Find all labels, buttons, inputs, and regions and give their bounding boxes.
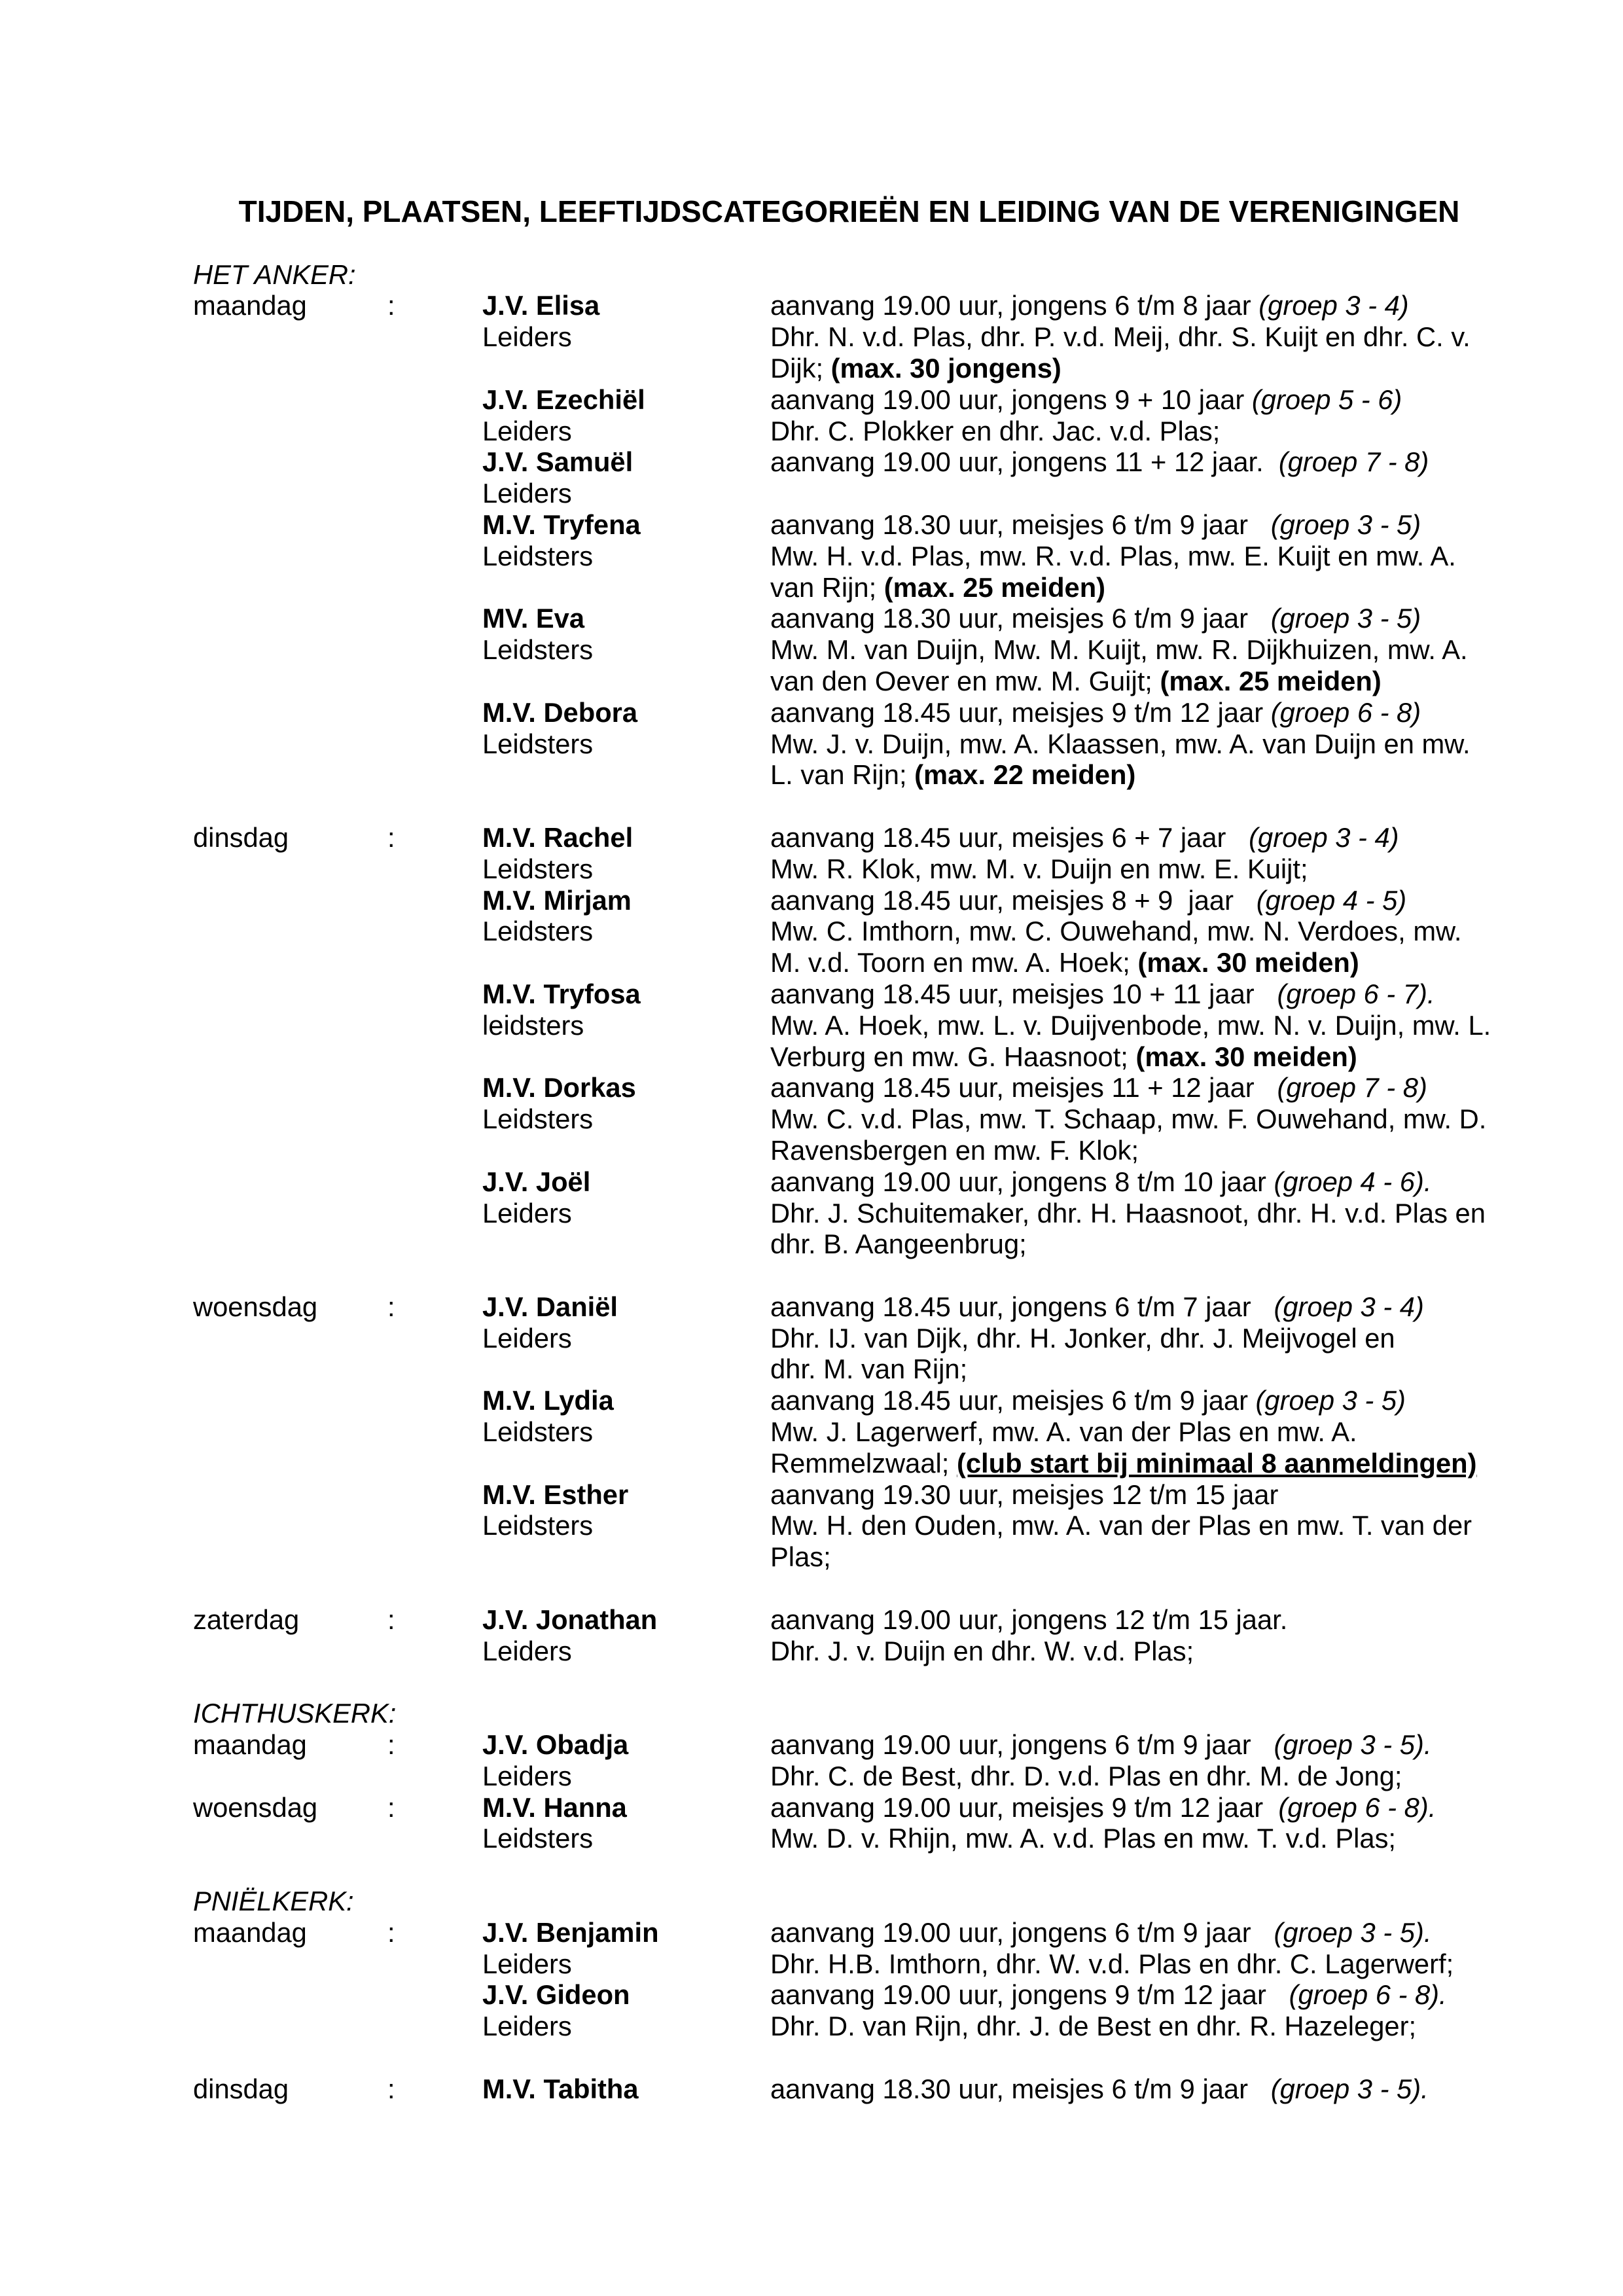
leader-row — [193, 541, 1623, 572]
leader-row — [193, 1823, 1623, 1854]
leaders-text: Dhr. H.B. Imthorn, dhr. W. v.d. Plas en dhr. C. Lagerwerf; — [770, 1948, 1454, 1979]
leader-label: Leidsters — [482, 1823, 594, 1854]
schedule-cell — [770, 1917, 1505, 1948]
leaders-cell — [770, 541, 1505, 572]
section-heading: ICHTHUSKERK: — [193, 1698, 397, 1729]
section-het-anker — [193, 259, 1623, 1667]
max-capacity: (max. 30 jongens) — [830, 352, 1061, 384]
age-group: (groep 6 - 7). — [1277, 978, 1435, 1009]
leaders-cell — [770, 1636, 1505, 1667]
leader-row — [193, 634, 1623, 666]
leaders-text: Dhr. D. van Rijn, dhr. J. de Best en dhr. R. Hazeleger; — [770, 2011, 1417, 2042]
section-heading-row — [193, 1886, 1623, 1917]
leader-label: Leiders — [482, 415, 572, 446]
schedule-text: aanvang 18.45 uur, meisjes 11 + 12 jaar — [770, 1072, 1277, 1103]
leader-label: Leiders — [482, 1760, 572, 1791]
day-label: woensdag — [193, 1291, 318, 1322]
club-name: M.V. Dorkas — [482, 1072, 636, 1103]
club-name: J.V. Elisa — [482, 290, 600, 321]
club-name: J.V. Benjamin — [482, 1916, 659, 1948]
leader-row — [193, 1636, 1623, 1667]
leaders-text: Dhr. C. de Best, dhr. D. v.d. Plas en dhr. M. de Jong; — [770, 1760, 1402, 1791]
club-name: J.V. Samuël — [482, 446, 633, 478]
day-group — [193, 1729, 1623, 1792]
age-group: (groep 7 - 8) — [1277, 1072, 1427, 1103]
leaders-text: dhr. M. van Rijn; — [770, 1354, 968, 1385]
schedule-text: aanvang 19.00 uur, jongens 6 t/m 9 jaar — [770, 1916, 1274, 1948]
section-ichthuskerk — [193, 1698, 1623, 1854]
schedule-text: aanvang 19.00 uur, jongens 9 + 10 jaar — [770, 384, 1252, 415]
schedule-cell — [770, 603, 1505, 634]
age-group: (groep 3 - 5) — [1270, 603, 1421, 634]
club-name: M.V. Esther — [482, 1479, 629, 1510]
schedule-cell — [770, 1291, 1505, 1323]
schedule-text: aanvang 18.45 uur, meisjes 8 + 9 jaar — [770, 884, 1257, 916]
leaders-cell — [770, 1010, 1505, 1041]
club-row — [193, 1291, 1623, 1323]
age-group: (groep 5 - 6) — [1251, 384, 1402, 415]
leaders-cell — [770, 1416, 1505, 1448]
max-capacity: (max. 25 meiden) — [1160, 665, 1382, 696]
section-heading-row — [193, 259, 1623, 291]
leaders-cell — [770, 1198, 1505, 1229]
leader-row — [193, 1761, 1623, 1792]
club-row — [193, 509, 1623, 541]
leader-label: Leidsters — [482, 728, 594, 759]
leaders-cell — [770, 2011, 1505, 2042]
schedule-cell — [770, 978, 1505, 1010]
club-row — [193, 822, 1623, 853]
schedule-cell — [770, 1385, 1505, 1416]
leader-row — [193, 1541, 1623, 1573]
club-row — [193, 1072, 1623, 1103]
day-label: woensdag — [193, 1791, 318, 1823]
leaders-text: Ravensbergen en mw. F. Klok; — [770, 1134, 1139, 1166]
leader-row — [193, 572, 1623, 603]
club-row — [193, 1479, 1623, 1511]
schedule-cell — [770, 1792, 1505, 1823]
leaders-text: Plas; — [770, 1541, 831, 1573]
leader-label: Leiders — [482, 1948, 572, 1979]
leaders-text: Mw. A. Hoek, mw. L. v. Duijvenbode, mw. N. v. Duijn, mw. L. — [770, 1009, 1491, 1041]
leaders-text: Dijk; — [770, 352, 824, 384]
page-title: TIJDEN, PLAATSEN, LEEFTIJDSCATEGORIEËN EN LEIDING VAN DE VERENIGINGEN — [238, 194, 1460, 228]
leaders-text: Remmelzwaal; — [770, 1447, 950, 1479]
leaders-cell — [770, 1135, 1505, 1166]
leader-label: Leiders — [482, 478, 572, 509]
age-group: (groep 3 - 5). — [1274, 1916, 1432, 1948]
club-row — [193, 1166, 1623, 1198]
schedule-cell — [770, 1729, 1505, 1761]
leader-row — [193, 1135, 1623, 1166]
leader-row — [193, 853, 1623, 885]
schedule-text: aanvang 19.00 uur, jongens 12 t/m 15 jaar. — [770, 1604, 1288, 1635]
leader-label: Leidsters — [482, 1510, 594, 1541]
day-group — [193, 1792, 1623, 1855]
leader-row — [193, 1229, 1623, 1260]
leaders-cell — [770, 1041, 1505, 1073]
leaders-cell — [770, 1229, 1505, 1260]
leader-row — [193, 321, 1623, 353]
schedule-text: aanvang 18.45 uur, meisjes 10 + 11 jaar — [770, 978, 1277, 1009]
leaders-text: van den Oever en mw. M. Guijt; — [770, 665, 1152, 696]
schedule-text: aanvang 18.30 uur, meisjes 6 t/m 9 jaar — [770, 2073, 1271, 2104]
club-name: M.V. Lydia — [482, 1385, 614, 1416]
schedule-cell — [770, 290, 1505, 321]
schedule-text: aanvang 18.30 uur, meisjes 6 t/m 9 jaar — [770, 603, 1271, 634]
schedule-cell — [770, 697, 1505, 728]
schedule-cell — [770, 384, 1505, 416]
max-capacity: (max. 30 meiden) — [1135, 1041, 1357, 1072]
schedule-text: aanvang 19.00 uur, jongens 11 + 12 jaar. — [770, 446, 1279, 478]
leaders-cell — [770, 1541, 1505, 1573]
leaders-text: Mw. M. van Duijn, Mw. M. Kuijt, mw. R. Dijkhuizen, mw. A. — [770, 634, 1468, 666]
leader-row — [193, 1448, 1623, 1479]
schedule-text: aanvang 18.30 uur, meisjes 6 t/m 9 jaar — [770, 509, 1271, 540]
day-colon: : — [387, 821, 395, 853]
age-group: (groep 3 - 5). — [1274, 1729, 1432, 1761]
age-group: (groep 3 - 4) — [1249, 821, 1399, 853]
leaders-cell — [770, 634, 1505, 666]
schedule-text: aanvang 19.00 uur, jongens 6 t/m 8 jaar — [770, 290, 1259, 321]
leader-row — [193, 666, 1623, 697]
club-name: M.V. Rachel — [482, 821, 633, 853]
club-row — [193, 978, 1623, 1010]
leaders-text: Dhr. C. Plokker en dhr. Jac. v.d. Plas; — [770, 415, 1221, 446]
club-row — [193, 290, 1623, 321]
leaders-text: Mw. H. v.d. Plas, mw. R. v.d. Plas, mw. E. Kuijt en mw. A. — [770, 540, 1456, 571]
day-colon: : — [387, 1604, 395, 1635]
schedule-cell — [770, 885, 1505, 916]
club-name: M.V. Hanna — [482, 1791, 627, 1823]
leader-row — [193, 1354, 1623, 1385]
leaders-cell — [770, 1323, 1505, 1354]
leaders-text: L. van Rijn; — [770, 759, 907, 791]
leader-label: Leidsters — [482, 1416, 594, 1448]
club-name: MV. Eva — [482, 603, 585, 634]
leader-label: Leiders — [482, 1197, 572, 1229]
schedule-text: aanvang 19.00 uur, meisjes 9 t/m 12 jaar — [770, 1791, 1279, 1823]
leaders-cell — [770, 1823, 1505, 1854]
day-label: dinsdag — [193, 2073, 289, 2104]
age-group: (groep 3 - 4) — [1274, 1291, 1424, 1322]
leaders-text: Mw. R. Klok, mw. M. v. Duijn en mw. E. Kuijt; — [770, 853, 1308, 884]
club-name: M.V. Mirjam — [482, 884, 632, 916]
leader-label: Leidsters — [482, 853, 594, 884]
club-name: J.V. Gideon — [482, 1979, 630, 2011]
leader-label: Leidsters — [482, 634, 594, 666]
section-heading: HET ANKER: — [193, 259, 356, 290]
leader-row — [193, 2011, 1623, 2042]
day-group — [193, 822, 1623, 1260]
club-name: J.V. Daniël — [482, 1291, 618, 1322]
age-group: (groep 6 - 8). — [1278, 1791, 1436, 1823]
leaders-cell — [770, 728, 1505, 760]
age-group: (groep 7 - 8) — [1278, 446, 1429, 478]
leaders-text: Dhr. N. v.d. Plas, dhr. P. v.d. Meij, dhr. S. Kuijt en dhr. C. v. — [770, 321, 1471, 353]
leader-label: Leiders — [482, 1635, 572, 1666]
club-note: (club start bij minimaal 8 aanmeldingen) — [956, 1447, 1477, 1479]
leader-row — [193, 1416, 1623, 1448]
section-heading-row — [193, 1698, 1623, 1729]
age-group: (groep 4 - 5) — [1256, 884, 1407, 916]
day-label: zaterdag — [193, 1604, 300, 1635]
schedule-cell — [770, 1072, 1505, 1103]
schedule-cell — [770, 2073, 1505, 2105]
leaders-text: Dhr. J. v. Duijn en dhr. W. v.d. Plas; — [770, 1635, 1194, 1666]
leaders-cell — [770, 853, 1505, 885]
leaders-cell — [770, 1354, 1505, 1385]
day-label: dinsdag — [193, 821, 289, 853]
club-row — [193, 1604, 1623, 1636]
leader-label: Leidsters — [482, 916, 594, 947]
day-colon: : — [387, 1791, 395, 1823]
leader-row — [193, 1010, 1623, 1041]
age-group: (groep 3 - 4) — [1258, 290, 1409, 321]
leader-label: Leidsters — [482, 1103, 594, 1135]
schedule-text: aanvang 18.45 uur, meisjes 9 t/m 12 jaar — [770, 696, 1271, 728]
club-name: J.V. Obadja — [482, 1729, 629, 1761]
leaders-text: Verburg en mw. G. Haasnoot; — [770, 1041, 1128, 1072]
age-group: (groep 3 - 5). — [1270, 2073, 1429, 2104]
club-row — [193, 1729, 1623, 1761]
schedule-cell — [770, 1979, 1505, 2011]
leaders-text: Dhr. J. Schuitemaker, dhr. H. Haasnoot, dhr. H. v.d. Plas en — [770, 1197, 1486, 1229]
leaders-cell — [770, 666, 1505, 697]
leader-label: Leidsters — [482, 540, 594, 571]
leaders-cell — [770, 1510, 1505, 1541]
day-group — [193, 1917, 1623, 2042]
leader-row — [193, 916, 1623, 947]
leaders-text: Mw. H. den Ouden, mw. A. van der Plas en mw. T. van der — [770, 1510, 1472, 1541]
club-name: M.V. Tryfosa — [482, 978, 641, 1009]
leaders-cell — [770, 353, 1505, 384]
schedule-text: aanvang 18.45 uur, meisjes 6 + 7 jaar — [770, 821, 1249, 853]
day-colon: : — [387, 1291, 395, 1322]
schedule-cell — [770, 822, 1505, 853]
club-name: J.V. Jonathan — [482, 1604, 658, 1635]
leaders-cell — [770, 916, 1505, 947]
age-group: (groep 6 - 8) — [1270, 696, 1421, 728]
leaders-cell — [770, 416, 1505, 447]
leaders-cell — [770, 1103, 1505, 1135]
leaders-cell — [770, 759, 1505, 791]
club-row — [193, 2073, 1623, 2105]
leader-row — [193, 353, 1623, 384]
leader-row — [193, 1041, 1623, 1073]
day-group — [193, 2073, 1623, 2105]
leader-row — [193, 1198, 1623, 1229]
leader-row — [193, 478, 1623, 509]
leader-label: Leiders — [482, 1322, 572, 1354]
max-capacity: (max. 22 meiden) — [914, 759, 1136, 791]
age-group: (groep 6 - 8). — [1289, 1979, 1447, 2011]
schedule-text: aanvang 19.00 uur, jongens 8 t/m 10 jaar — [770, 1166, 1274, 1197]
leaders-cell — [770, 1448, 1505, 1479]
club-name: J.V. Ezechiël — [482, 384, 645, 415]
schedule-cell — [770, 1479, 1505, 1511]
leaders-cell — [770, 1948, 1505, 1980]
max-capacity: (max. 30 meiden) — [1137, 947, 1359, 978]
leaders-text: Mw. J. Lagerwerf, mw. A. van der Plas en mw. A. — [770, 1416, 1357, 1448]
day-label: maandag — [193, 1729, 307, 1761]
section-pnielkerk — [193, 1886, 1623, 2105]
day-group — [193, 1291, 1623, 1573]
leaders-cell — [770, 321, 1505, 353]
leader-row — [193, 759, 1623, 791]
max-capacity: (max. 25 meiden) — [883, 571, 1106, 603]
club-name: J.V. Joël — [482, 1166, 591, 1197]
club-row — [193, 384, 1623, 416]
schedule-text: aanvang 19.30 uur, meisjes 12 t/m 15 jaar — [770, 1479, 1279, 1510]
day-label: maandag — [193, 290, 307, 321]
schedule-text: aanvang 19.00 uur, jongens 6 t/m 9 jaar — [770, 1729, 1274, 1761]
leaders-cell — [770, 1761, 1505, 1792]
schedule-text: aanvang 18.45 uur, jongens 6 t/m 7 jaar — [770, 1291, 1274, 1322]
schedule-text: aanvang 19.00 uur, jongens 9 t/m 12 jaar — [770, 1979, 1289, 2011]
club-row — [193, 697, 1623, 728]
leader-label: Leiders — [482, 321, 572, 353]
day-colon: : — [387, 2073, 395, 2104]
leader-row — [193, 1948, 1623, 1980]
leaders-text: Mw. C. v.d. Plas, mw. T. Schaap, mw. F. Ouwehand, mw. D. — [770, 1103, 1487, 1135]
club-row — [193, 1979, 1623, 2011]
club-name: M.V. Tryfena — [482, 509, 641, 540]
leader-row — [193, 1323, 1623, 1354]
day-label: maandag — [193, 1916, 307, 1948]
club-row — [193, 1917, 1623, 1948]
leader-row — [193, 1510, 1623, 1541]
leaders-text: dhr. B. Aangeenbrug; — [770, 1229, 1027, 1260]
schedule-cell — [770, 1604, 1505, 1636]
day-colon: : — [387, 1916, 395, 1948]
age-group: (groep 4 - 6). — [1274, 1166, 1432, 1197]
leaders-text: Dhr. IJ. van Dijk, dhr. H. Jonker, dhr. J. Meijvogel en — [770, 1322, 1395, 1354]
leader-label: leidsters — [482, 1009, 584, 1041]
leader-row — [193, 947, 1623, 978]
club-row — [193, 1792, 1623, 1823]
club-row — [193, 446, 1623, 478]
leaders-cell — [770, 947, 1505, 978]
club-row — [193, 603, 1623, 634]
age-group: (groep 3 - 5) — [1255, 1385, 1406, 1416]
schedule-cell — [770, 509, 1505, 541]
schedule-cell — [770, 446, 1505, 478]
leaders-text: Mw. C. Imthorn, mw. C. Ouwehand, mw. N. Verdoes, mw. — [770, 916, 1462, 947]
club-name: M.V. Debora — [482, 696, 638, 728]
day-colon: : — [387, 290, 395, 321]
schedule-cell — [770, 1166, 1505, 1198]
leader-row — [193, 416, 1623, 447]
leaders-text: van Rijn; — [770, 571, 877, 603]
leaders-text: Mw. J. v. Duijn, mw. A. Klaassen, mw. A. van Duijn en mw. — [770, 728, 1471, 759]
day-group — [193, 1604, 1623, 1667]
leaders-text: M. v.d. Toorn en mw. A. Hoek; — [770, 947, 1130, 978]
leader-label: Leiders — [482, 2011, 572, 2042]
day-colon: : — [387, 1729, 395, 1761]
day-group — [193, 290, 1623, 791]
schedule-text: aanvang 18.45 uur, meisjes 6 t/m 9 jaar — [770, 1385, 1256, 1416]
leader-row — [193, 728, 1623, 760]
club-row — [193, 885, 1623, 916]
club-row — [193, 1385, 1623, 1416]
section-heading: PNIËLKERK: — [193, 1886, 354, 1917]
leader-row — [193, 1103, 1623, 1135]
leaders-cell — [770, 572, 1505, 603]
club-name: M.V. Tabitha — [482, 2073, 639, 2104]
leaders-text: Mw. D. v. Rhijn, mw. A. v.d. Plas en mw. T. v.d. Plas; — [770, 1823, 1397, 1854]
age-group: (groep 3 - 5) — [1270, 509, 1421, 540]
